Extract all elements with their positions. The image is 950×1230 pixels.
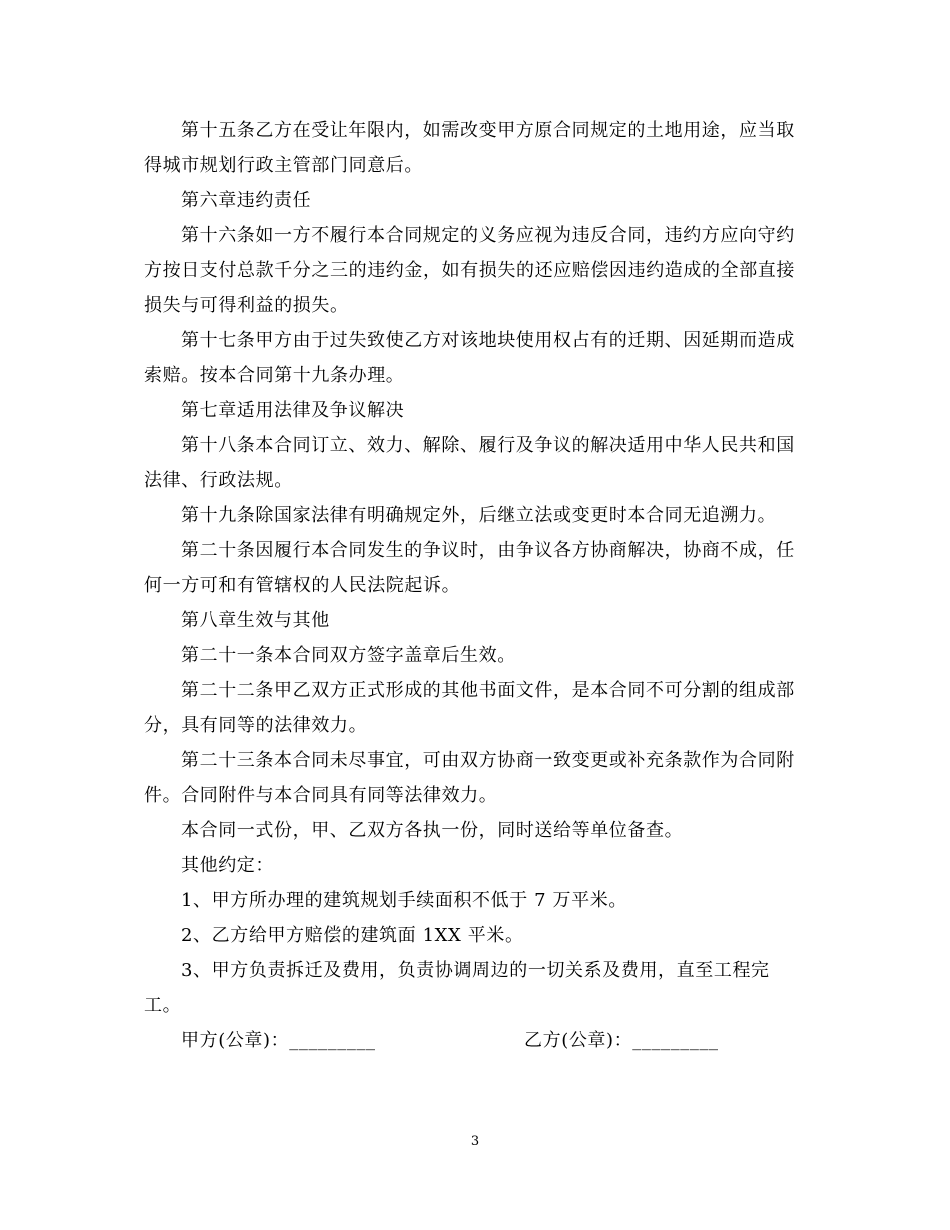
clause-21: 第二十一条本合同双方签字盖章后生效。 — [181, 645, 516, 666]
clause-20: 第二十条因履行本合同发生的争议时，由争议各方协商解决，协商不成，任何一方可和有管辖权的人民法院起诉。 — [144, 540, 795, 596]
copies-note: 本合同一式份，甲、乙双方各执一份，同时送给等单位备查。 — [181, 820, 684, 841]
chapter-8-heading: 第八章生效与其他 — [181, 610, 330, 631]
clause-15: 第十五条乙方在受让年限内，如需改变甲方原合同规定的土地用途，应当取得城市规划行政主管部门同意后。 — [144, 120, 795, 176]
chapter-6-heading: 第六章违约责任 — [181, 190, 312, 211]
party-b-signature: 乙方(公章)：_________ — [524, 1030, 719, 1051]
chapter-7-heading: 第七章适用法律及争议解决 — [181, 400, 405, 421]
clause-16: 第十六条如一方不履行本合同规定的义务应视为违反合同，违约方应向守约方按日支付总款千分之三的违约金，如有损失的还应赔偿因违约造成的全部直接损失与可得利益的损失。 — [144, 225, 795, 316]
other-agreement-2: 2、乙方给甲方赔偿的建筑面 1XX 平米。 — [181, 925, 524, 946]
other-agreements-heading: 其他约定： — [181, 855, 274, 876]
other-agreement-3: 3、甲方负责拆迁及费用，负责协调周边的一切关系及费用，直至工程完工。 — [144, 960, 770, 1016]
clause-23: 第二十三条本合同未尽事宜，可由双方协商一致变更或补充条款作为合同附件。合同附件与本合同具有同等法律效力。 — [144, 750, 795, 806]
clause-19: 第十九条除国家法律有明确规定外，后继立法或变更时本合同无追溯力。 — [181, 505, 777, 526]
party-a-signature: 甲方(公章)：_________ — [181, 1030, 376, 1051]
clause-18: 第十八条本合同订立、效力、解除、履行及争议的解决适用中华人民共和国法律、行政法规。 — [144, 435, 795, 491]
signature-row — [144, 1023, 806, 1058]
other-agreement-1: 1、甲方所办理的建筑规划手续面积不低于 7 万平米。 — [181, 890, 627, 911]
clause-17: 第十七条甲方由于过失致使乙方对该地块使用权占有的迁期、因延期而造成索赔。按本合同第十九条办理。 — [144, 330, 795, 386]
document-body — [144, 113, 806, 1058]
page-number: 3 — [470, 1134, 480, 1149]
clause-22: 第二十二条甲乙双方正式形成的其他书面文件，是本合同不可分割的组成部分，具有同等的法律效力。 — [144, 680, 795, 736]
